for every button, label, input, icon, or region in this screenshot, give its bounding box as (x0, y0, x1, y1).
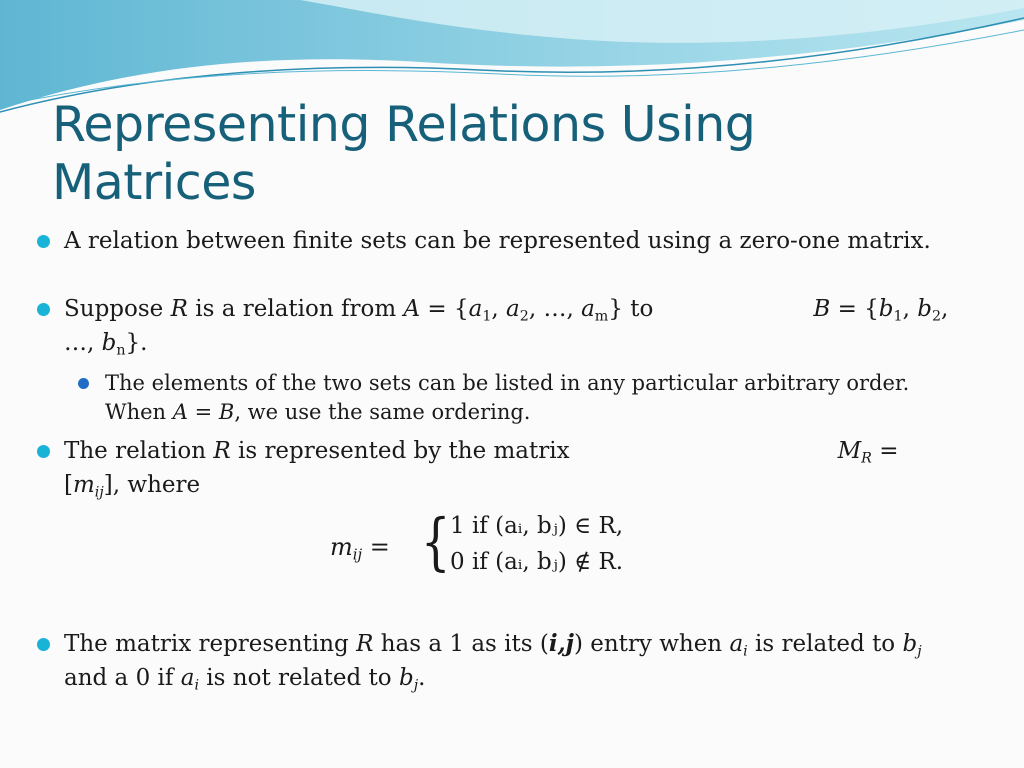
bullet-dot-icon (37, 445, 50, 458)
formula-lhs: $m_{ij}$ = (330, 533, 390, 564)
bullet-matrix-definition (64, 434, 949, 502)
bullet-dot-icon (37, 638, 50, 651)
formula-case-one: 1 if (aᵢ, bⱼ) ∈ R, (450, 513, 624, 539)
left-brace-icon: { (420, 505, 451, 578)
sub-bullet-ordering (105, 369, 945, 427)
matrix-entry-formula (330, 505, 670, 585)
bullet-text: A relation between finite sets can be represented using a zero-one matrix. (64, 228, 931, 254)
bullet-text: The matrix representing R has a 1 as its (i,j) entry when $a_i$ is related to $b_j$ and a 0 if $a_i$ is not related to $b_j$. (64, 630, 922, 694)
sub-bullet-dot-icon (78, 378, 89, 389)
bullet-text: The elements of the two sets can be listed in any particular arbitrary order. When A = B, we use the same ordering. (105, 371, 910, 424)
bullet-dot-icon (37, 303, 50, 316)
bullet-matrix-entry-meaning (64, 627, 949, 695)
bullet-dot-icon (37, 235, 50, 248)
slide-title: Representing Relations Using Matrices (52, 96, 756, 211)
bullet-text: The relation R is represented by the matrix $M_R = [m_{ij}]$, where (64, 438, 899, 501)
formula-case-zero: 0 if (aᵢ, bⱼ) ∉ R. (450, 549, 624, 575)
bullet-zero-one-matrix (64, 224, 949, 258)
bullet-suppose-relation (64, 292, 949, 360)
bullet-text: Suppose R is a relation from $A = \{a_1$, $a_2$, …, $a_m$} to $B = \{b_1$, $b_2$, …, $b_n$}. (64, 296, 949, 359)
